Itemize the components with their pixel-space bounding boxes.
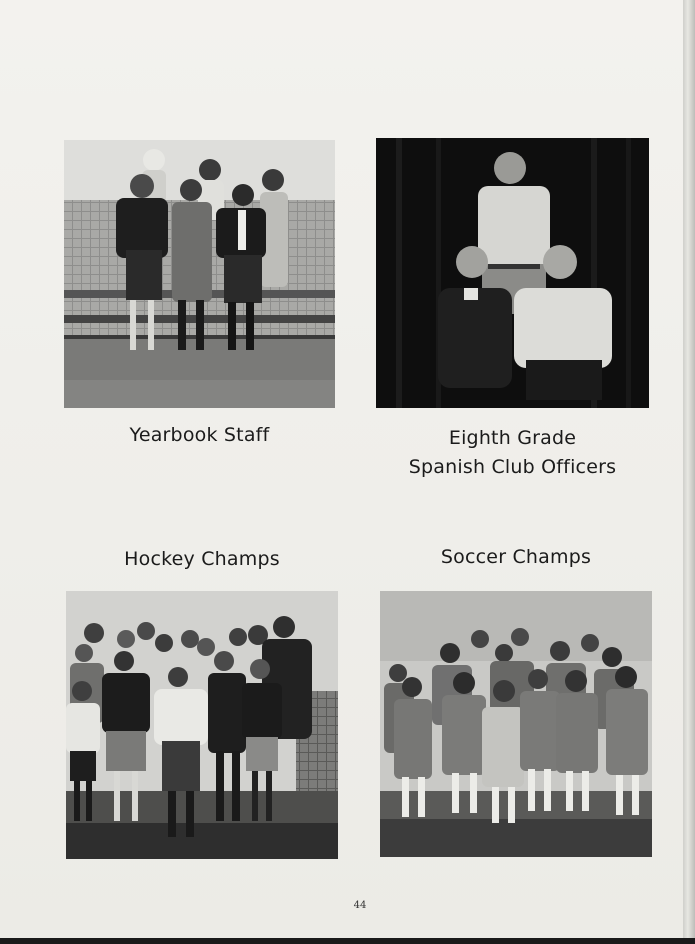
photo-hockey-champs	[66, 591, 338, 859]
caption-line: Yearbook Staff	[129, 424, 270, 446]
page-edge	[683, 0, 695, 940]
scan-border	[0, 938, 695, 944]
caption-line: Eighth Grade	[448, 427, 577, 449]
caption-line: Soccer Champs	[440, 546, 592, 568]
caption-soccer-champs	[380, 543, 652, 572]
caption-spanish-club	[376, 424, 649, 482]
caption-hockey-champs	[66, 545, 338, 574]
photo-spanish-club	[376, 138, 649, 408]
caption-yearbook-staff	[64, 421, 335, 450]
caption-line: Spanish Club Officers	[408, 456, 617, 478]
photo-yearbook-staff	[64, 140, 335, 408]
caption-line: Hockey Champs	[124, 548, 280, 570]
page-number: 44	[353, 900, 367, 911]
photo-soccer-champs	[380, 591, 652, 857]
